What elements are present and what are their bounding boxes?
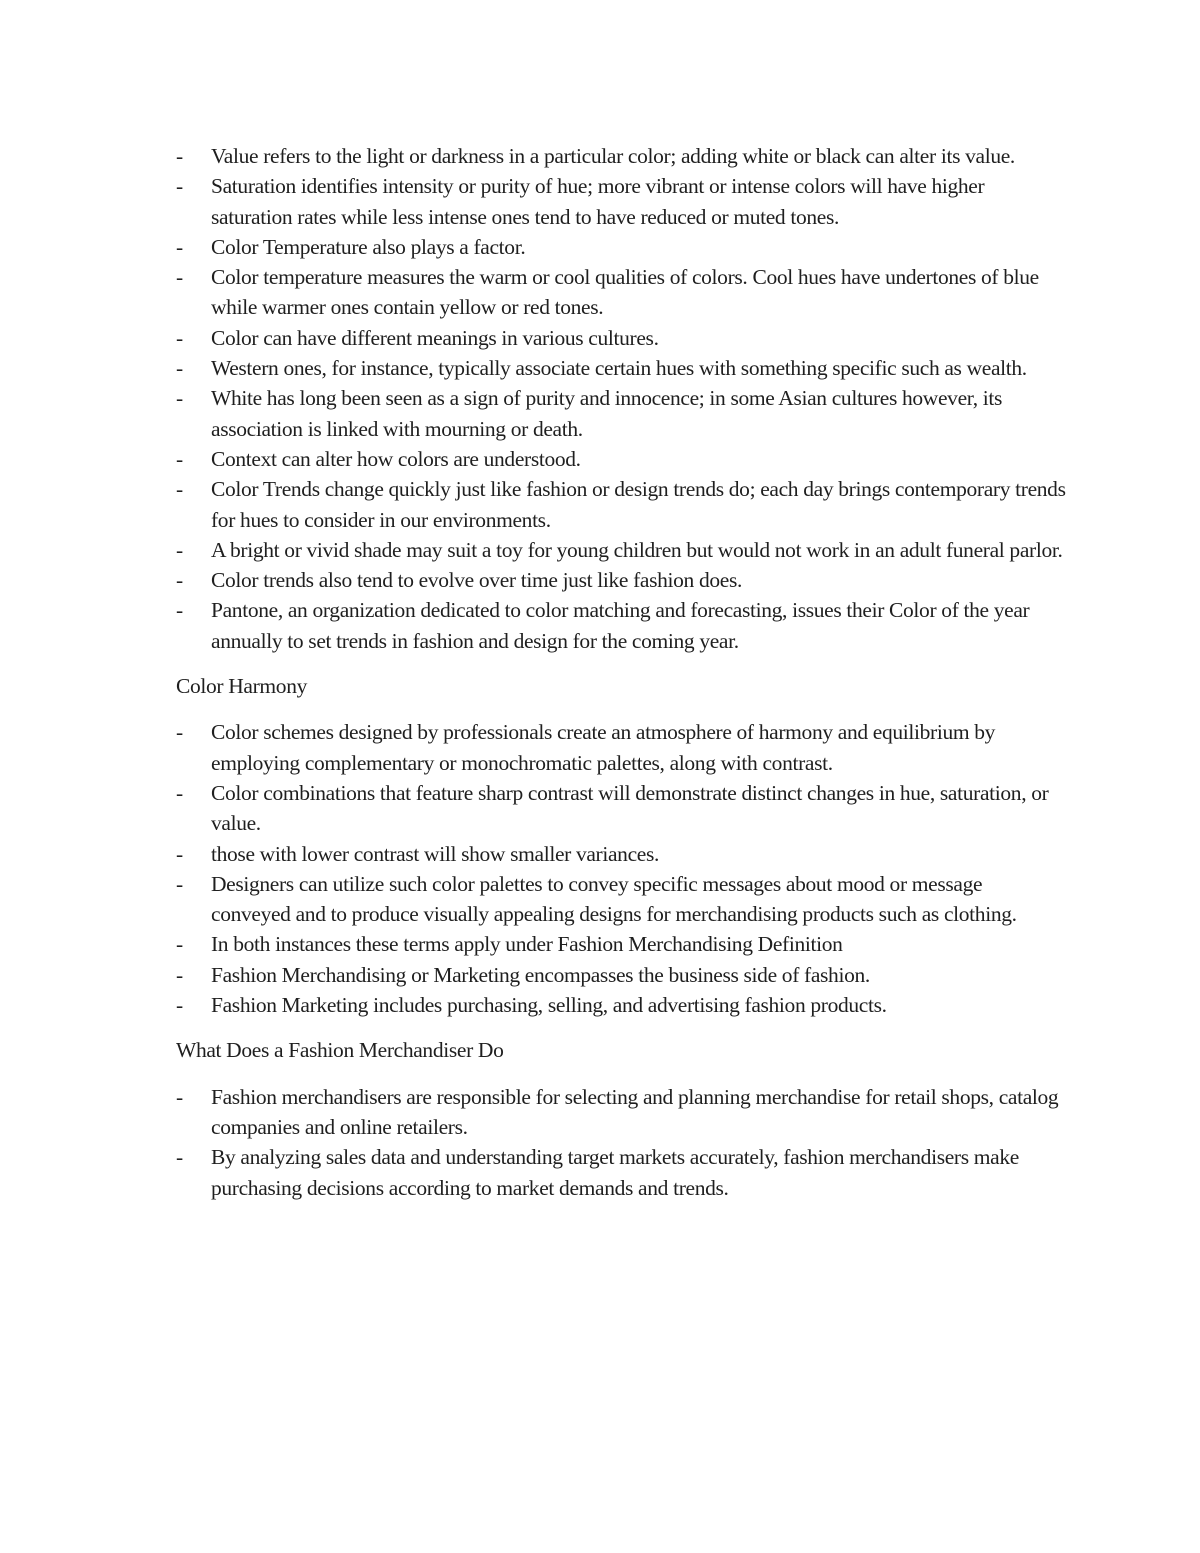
dash-bullet: - (176, 841, 183, 866)
list-item (176, 535, 1066, 565)
dash-bullet: - (176, 1084, 183, 1109)
dash-bullet: - (176, 780, 183, 805)
heading-color-harmony: Color Harmony (176, 674, 308, 699)
list-item (176, 323, 1066, 353)
dash-bullet: - (176, 356, 183, 381)
heading-fashion-merchandiser: What Does a Fashion Merchandiser Do (176, 1038, 504, 1063)
list-item-text: By analyzing sales data and understanding target markets accurately, fashion merchandisers make purchasing decisions according to market demands and trends. (211, 1145, 1019, 1200)
dash-bullet: - (176, 325, 183, 350)
list-item (176, 990, 1066, 1020)
list-item (176, 565, 1066, 595)
dash-bullet: - (176, 720, 183, 745)
list-item (176, 141, 1066, 171)
bullet-list-color-harmony (176, 717, 1066, 1020)
list-item (176, 869, 1066, 930)
dash-bullet: - (176, 477, 183, 502)
list-item-text: Color can have different meanings in various cultures. (211, 325, 659, 350)
list-item (176, 262, 1066, 323)
list-item-text: Color combinations that feature sharp contrast will demonstrate distinct changes in hue, saturation, or value. (211, 780, 1049, 836)
list-item-text: Color Trends change quickly just like fashion or design trends do; each day brings contemporary trends for hues to consider in our environments. (211, 477, 1066, 532)
bullet-list-color-properties (176, 141, 1066, 656)
list-item (176, 595, 1066, 656)
list-item (176, 171, 1066, 232)
list-item (176, 839, 1066, 869)
list-item-text: Fashion Marketing includes purchasing, selling, and advertising fashion products. (211, 993, 887, 1018)
list-item-text: Fashion merchandisers are responsible for selecting and planning merchandise for retail shops, catalog companies and online retailers. (211, 1084, 1059, 1139)
list-item-text: Designers can utilize such color palettes to convey specific messages about mood or message conveyed and to produce visually appealing designs for merchandising products such as clothing. (211, 871, 1017, 927)
list-item-text: Color schemes designed by professionals create an atmosphere of harmony and equilibrium by employing complementary or monochromatic palettes, along with contrast. (211, 720, 996, 775)
dash-bullet: - (176, 234, 183, 259)
list-item (176, 444, 1066, 474)
list-item-text: Color Temperature also plays a factor. (211, 234, 526, 259)
list-item-text: Saturation identifies intensity or purity of hue; more vibrant or intense colors will have higher saturation rates while less intense ones tend to have reduced or muted tones. (211, 174, 985, 229)
list-item-text: Fashion Merchandising or Marketing encompasses the business side of fashion. (211, 962, 870, 987)
list-item (176, 929, 1066, 959)
list-item-text: Color trends also tend to evolve over time just like fashion does. (211, 568, 743, 593)
dash-bullet: - (176, 144, 183, 168)
list-item-text: Value refers to the light or darkness in a particular color; adding white or black can alter its value. (211, 144, 1015, 168)
dash-bullet: - (176, 1145, 183, 1170)
list-item-text: Western ones, for instance, typically associate certain hues with something specific such as wealth. (211, 356, 1027, 381)
list-item (176, 960, 1066, 990)
dash-bullet: - (176, 568, 183, 593)
list-item (176, 474, 1066, 535)
dash-bullet: - (176, 265, 183, 290)
dash-bullet: - (176, 446, 183, 471)
list-item (176, 383, 1066, 444)
document-content (176, 141, 1066, 1203)
list-item-text: White has long been seen as a sign of purity and innocence; in some Asian cultures however, its association is linked with mourning or death. (211, 386, 1003, 441)
list-item (176, 353, 1066, 383)
bullet-list-fashion-merchandiser (176, 1082, 1066, 1203)
list-item-text: Pantone, an organization dedicated to color matching and forecasting, issues their Color of the year annually to set trends in fashion and design for the coming year. (211, 598, 1030, 653)
dash-bullet: - (176, 962, 183, 987)
list-item-text: those with lower contrast will show smaller variances. (211, 841, 660, 866)
list-item (176, 717, 1066, 778)
list-item-text: A bright or vivid shade may suit a toy for young children but would not work in an adult funeral parlor. (211, 537, 1063, 562)
list-item-text: Color temperature measures the warm or cool qualities of colors. Cool hues have undertones of blue while warmer ones contain yellow or red tones. (211, 265, 1039, 320)
list-item-text: In both instances these terms apply under Fashion Merchandising Definition (211, 932, 843, 957)
dash-bullet: - (176, 871, 183, 896)
dash-bullet: - (176, 598, 183, 623)
list-item-text: Context can alter how colors are understood. (211, 446, 581, 471)
list-item (176, 1082, 1066, 1143)
list-item (176, 1142, 1066, 1203)
dash-bullet: - (176, 174, 183, 199)
dash-bullet: - (176, 993, 183, 1018)
dash-bullet: - (176, 537, 183, 562)
dash-bullet: - (176, 932, 183, 957)
list-item (176, 778, 1066, 839)
list-item (176, 232, 1066, 262)
dash-bullet: - (176, 386, 183, 411)
